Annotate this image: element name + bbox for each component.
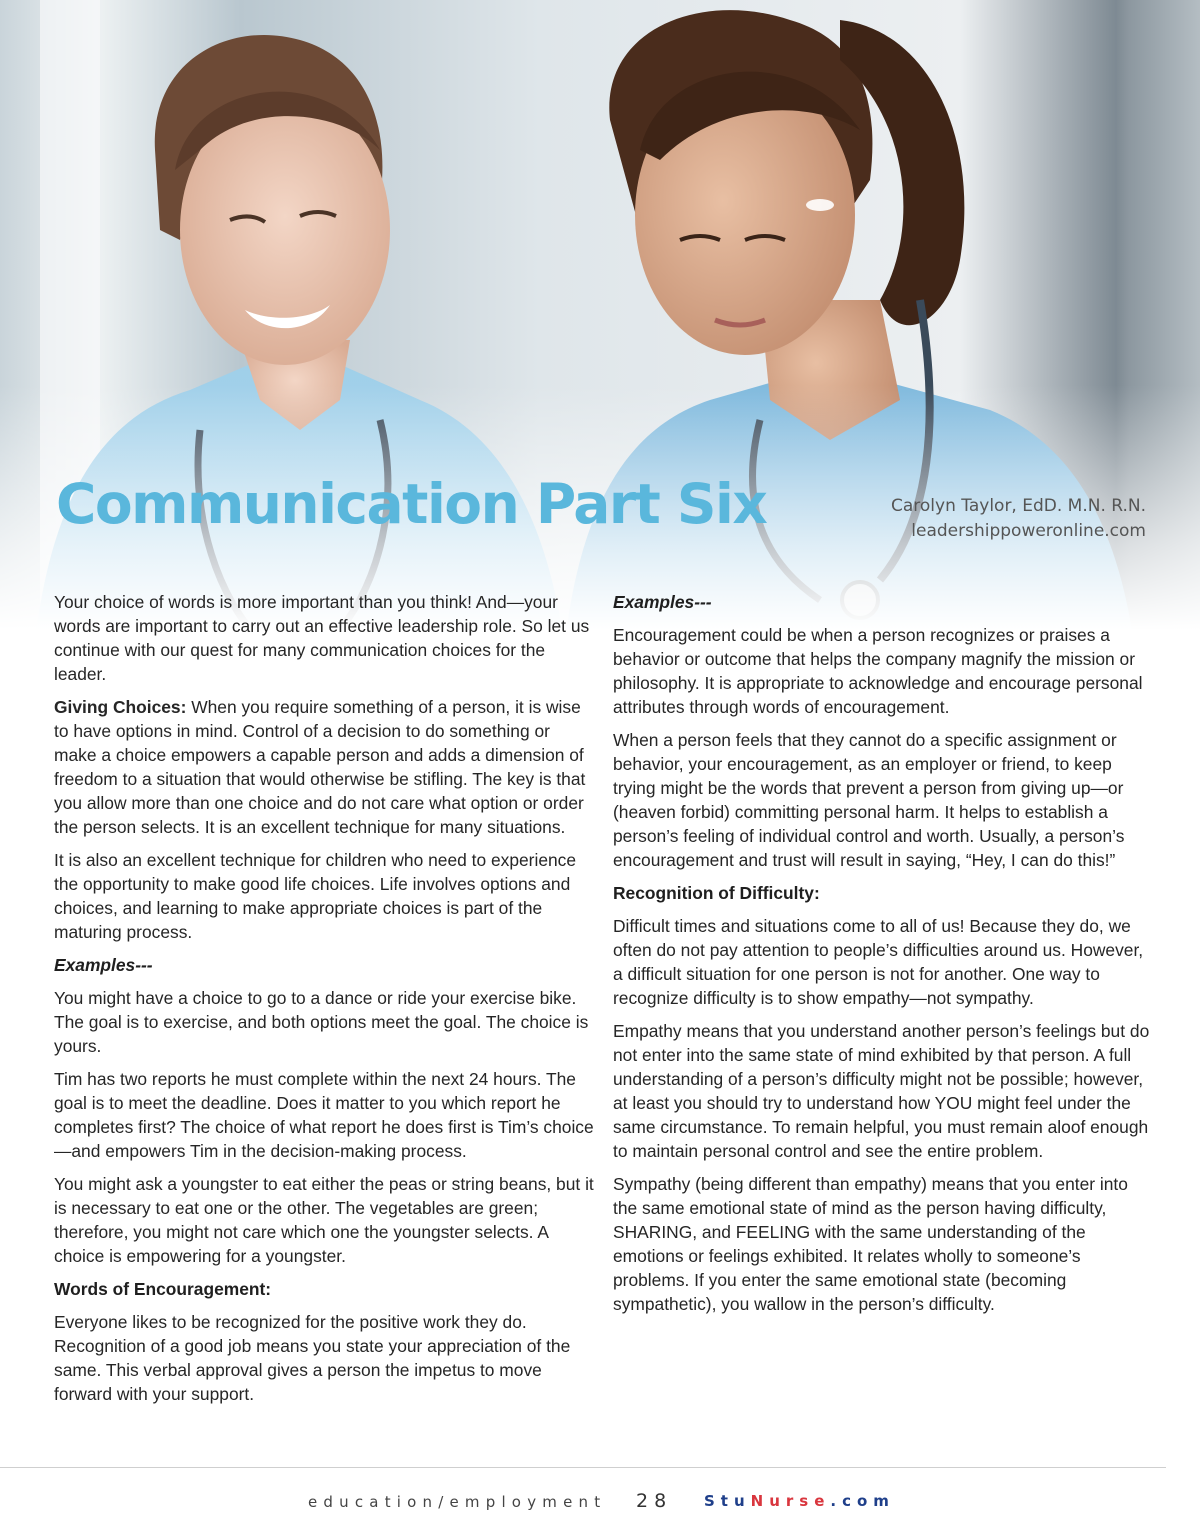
article-title: Communication Part Six	[56, 472, 767, 536]
brand-stu: Stu	[704, 1492, 751, 1510]
left-column	[54, 590, 594, 1415]
author-website: leadershippoweronline.com	[911, 521, 1146, 541]
page-footer	[0, 1490, 1200, 1514]
brand-logo	[704, 1492, 895, 1510]
footer-section-label: education/employment	[308, 1493, 607, 1511]
example-paragraph: You might have a choice to go to a dance or ride your exercise bike. The goal is to exercise, and both options meet the goal. The choice is yours.	[54, 988, 589, 1056]
difficulty-paragraph: Difficult times and situations come to all of us! Because they do, we often do not pay attention to people’s difficulties around us. However, a difficult situation for one person is not for another. One way to recognize difficulty is to show empathy—not sympathy.	[613, 916, 1144, 1008]
children-paragraph: It is also an excellent technique for children who need to experience the opportunity to make good life choices. Life involves options and choices, and learning to make appropriate choices is part of the maturing process.	[54, 850, 577, 942]
author-name: Carolyn Taylor, EdD. M.N. R.N.	[891, 496, 1146, 516]
example-paragraph: Encouragement could be when a person recognizes or praises a behavior or outcome that helps the company magnify the mission or philosophy. It is appropriate to acknowledge and encourage personal attributes through words of encouragement.	[613, 625, 1143, 717]
examples-heading: Examples---	[613, 592, 712, 612]
examples-heading: Examples---	[54, 955, 153, 975]
giving-choices-heading: Giving Choices:	[54, 697, 187, 717]
intro-paragraph: Your choice of words is more important than you think! And—your words are important to carry out an effective leadership role. So let us continue with our quest for many communication choices for the leader.	[54, 592, 590, 684]
example-paragraph: When a person feels that they cannot do a specific assignment or behavior, your encouragement, as an employer or friend, to keep trying might be the words that prevent a person from giving up—or (heaven forbid) committing personal harm. It helps to establish a person’s feeling of individual control and worth. Usually, a person’s encouragement and trust will result in saying, “Hey, I can do this!”	[613, 730, 1125, 870]
page-number: 28	[636, 1490, 673, 1512]
example-paragraph: Tim has two reports he must complete within the next 24 hours. The goal is to meet the deadline. Does it matter to you which report he completes first? The choice of what report he does first is Tim’s choice—and empowers Tim in the decision-making process.	[54, 1069, 594, 1161]
encouragement-heading: Words of Encouragement:	[54, 1279, 272, 1299]
difficulty-heading: Recognition of Difficulty:	[613, 883, 820, 903]
brand-com: .com	[830, 1492, 895, 1510]
giving-choices-text: When you require something of a person, it is wise to have options in mind. Control of a decision to do something or make a choice empowers a capable person and adds a dimension of freedom to a situation that would otherwise be stifling. The key is that you allow more than one choice and do not care what option or order the person selects. It is an excellent technique for many situations.	[54, 697, 586, 837]
footer-divider	[0, 1467, 1166, 1468]
right-column	[613, 590, 1153, 1325]
example-paragraph: You might ask a youngster to eat either the peas or string beans, but it is necessary to eat one or the other. The vegetables are green; therefore, you might not care which one the youngster selects. A choice is empowering for a youngster.	[54, 1174, 594, 1266]
byline	[891, 494, 1146, 544]
encouragement-paragraph: Everyone likes to be recognized for the positive work they do. Recognition of a good job means you state your appreciation of the same. This verbal approval gives a person the impetus to move forward with your support.	[54, 1312, 571, 1404]
sympathy-paragraph: Sympathy (being different than empathy) means that you enter into the same emotional state of mind as the person having difficulty, SHARING, and FEELING with the same understanding of the emotions or feelings exhibited. It relates wholly to someone’s problems. If you enter the same emotional state (becoming sympathetic), you wallow in the person’s difficulty.	[613, 1174, 1128, 1314]
empathy-paragraph: Empathy means that you understand another person’s feelings but do not enter into the same state of mind exhibited by that person. A full understanding of a person’s difficulty might not be possible; however, at least you should try to understand how YOU might feel under the same circumstance. To remain helpful, you must remain aloof enough to maintain personal control and see the entire problem.	[613, 1021, 1150, 1161]
brand-nurse: Nurse	[750, 1492, 831, 1510]
giving-choices-paragraph	[54, 695, 594, 839]
